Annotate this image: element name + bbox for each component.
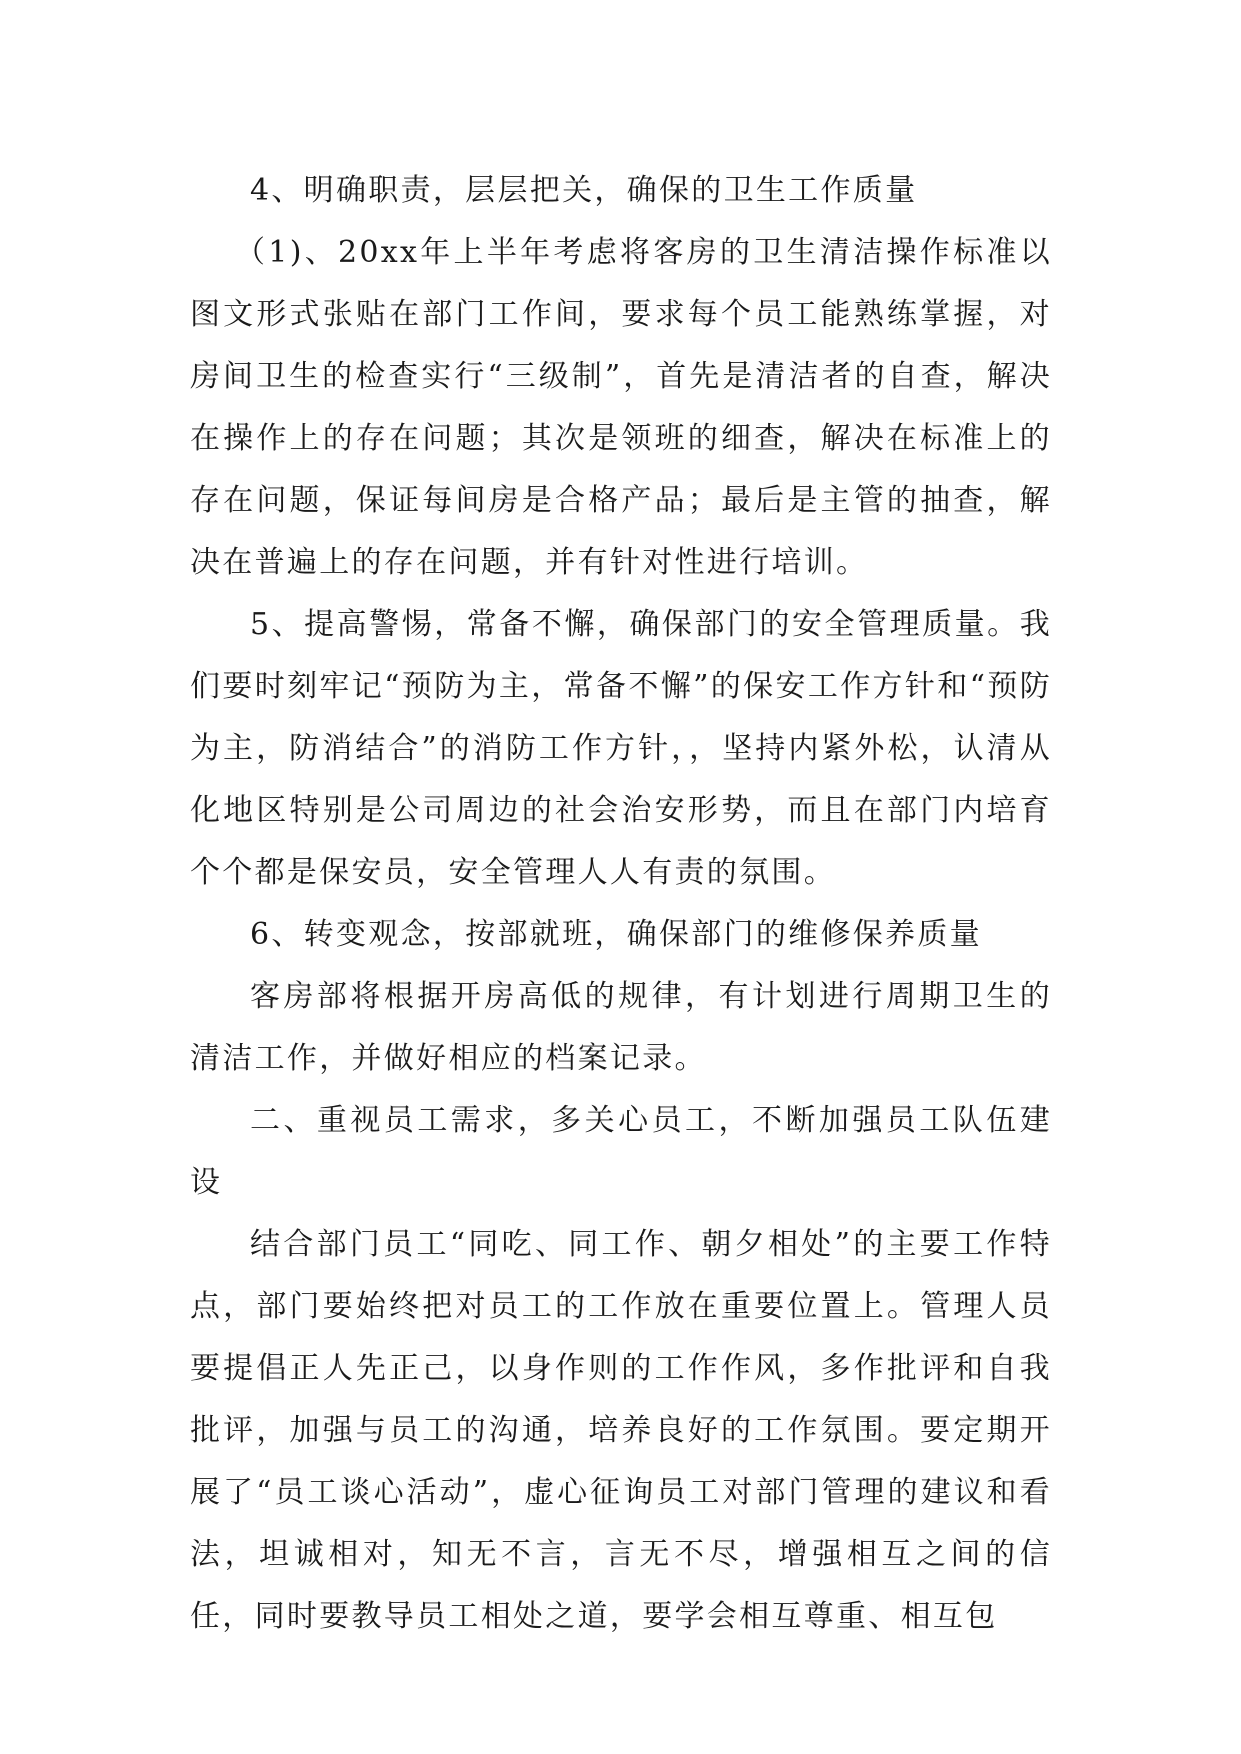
paragraph-responsibility-heading: 4、明确职责，层层把关，确保的卫生工作质量 bbox=[250, 173, 918, 208]
paragraph-hygiene-inspection: （1)、20xx年上半年考虑将客房的卫生清洁操作标准以图文形式张贴在部门工作间，要求每个员工能熟练掌握，对房间卫生的检查实行“三级制”，首先是清洁者的自查，解决在操作上的存在问题；其次是领班的细查，解决在标准上的存在问题，保证每间房是合格产品；最后是主管的抽查，解决在普遍上的存在问题，并有针对性进行培训。 bbox=[190, 235, 1052, 580]
paragraph-staff-section-heading: 二、重视员工需求，多关心员工，不断加强员工队伍建设 bbox=[190, 1103, 1052, 1200]
paragraph-maintenance-heading: 6、转变观念，按部就班，确保部门的维修保养质量 bbox=[250, 917, 982, 952]
document-body bbox=[190, 160, 1052, 1648]
paragraph-staff-care: 结合部门员工“同吃、同工作、朝夕相处”的主要工作特点，部门要始终把对员工的工作放在重要位置上。管理人员要提倡正人先正己，以身作则的工作作风，多作批评和自我批评，加强与员工的沟通，培养良好的工作氛围。要定期开展了“员工谈心活动”，虚心征询员工对部门管理的建议和看法，坦诚相对，知无不言，言无不尽，增强相互之间的信任，同时要教导员工相处之道，要学会相互尊重、相互包 bbox=[190, 1227, 1052, 1634]
paragraph-periodic-cleaning: 客房部将根据开房高低的规律，有计划进行周期卫生的清洁工作，并做好相应的档案记录。 bbox=[190, 979, 1052, 1076]
paragraph-safety-management: 5、提高警惕，常备不懈，确保部门的安全管理质量。我们要时刻牢记“预防为主，常备不懈”的保安工作方针和“预防为主，防消结合”的消防工作方针，，坚持内紧外松，认清从化地区特别是公司周边的社会治安形势，而且在部门内培育个个都是保安员，安全管理人人有责的氛围。 bbox=[190, 607, 1052, 890]
